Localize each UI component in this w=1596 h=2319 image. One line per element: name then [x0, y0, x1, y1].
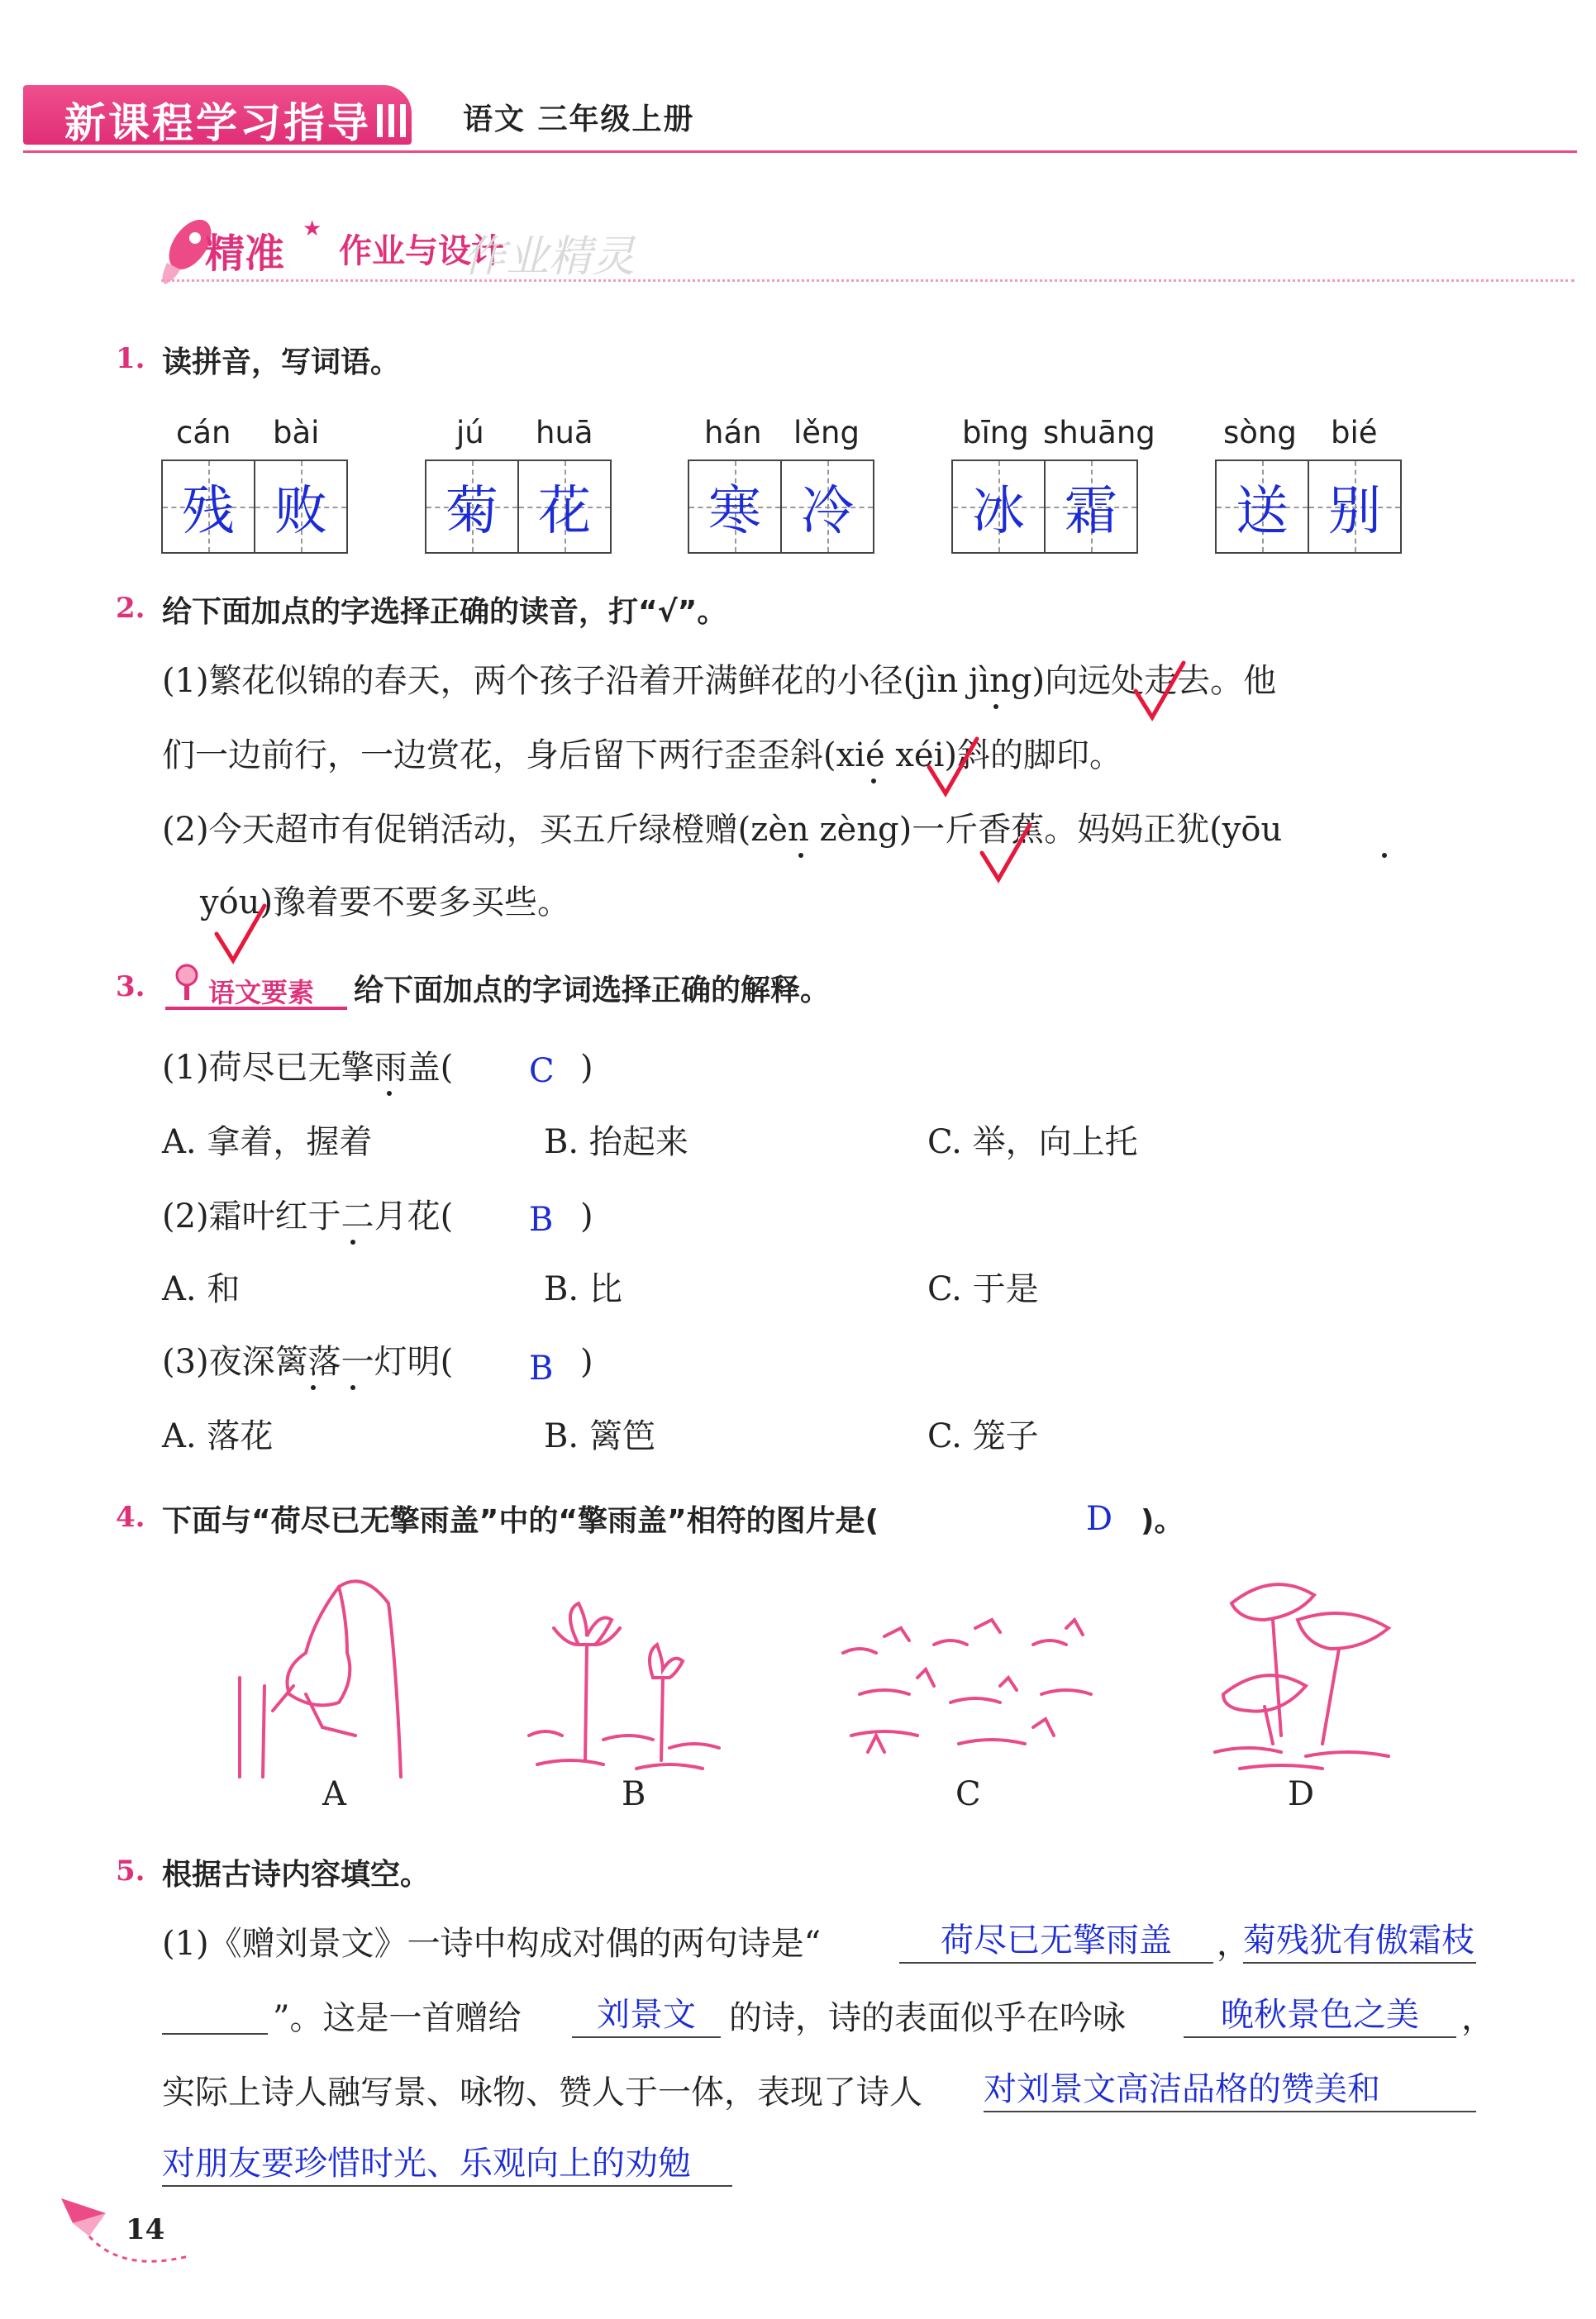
answer-blank: 菊残犹有傲霜枝 — [1243, 1924, 1476, 1964]
question-text: 根据古诗内容填空。 — [162, 1858, 431, 1892]
writing-grid — [425, 460, 612, 554]
writing-grid — [161, 460, 348, 554]
item-close-paren: ) — [580, 1049, 593, 1087]
fill-text: 实际上诗人融写景、咏物、赞人于一体，表现了诗人 — [162, 2074, 922, 2112]
pinyin: bié — [1331, 415, 1378, 450]
watermark: 作业精灵 — [463, 232, 636, 282]
question-text-end: )。 — [1141, 1504, 1184, 1538]
item-stem: (1)荷尽已无擎雨盖( — [162, 1049, 454, 1087]
pinyin: bīng — [962, 415, 1029, 450]
item-stem: (3)夜深篱落一灯明( — [162, 1343, 454, 1381]
writing-grid — [1215, 460, 1402, 554]
question-number: 3. — [116, 970, 145, 1003]
withered-lotus-picture — [223, 1570, 422, 1785]
magnifier-icon — [172, 962, 202, 1003]
pinyin: shuāng — [1043, 415, 1155, 450]
pinyin: sòng — [1223, 415, 1297, 450]
answer-letter: C — [529, 1052, 555, 1090]
option: B. 篱笆 — [544, 1417, 655, 1455]
option: A. 拿着，握着 — [162, 1123, 373, 1161]
answer-char: 送 — [1236, 481, 1289, 542]
answer-char: 寒 — [708, 481, 761, 542]
answer-char: 菊 — [445, 481, 498, 542]
picture-caption: D — [1288, 1775, 1315, 1813]
pinyin: huā — [536, 415, 593, 450]
emphasis-dot — [798, 853, 803, 858]
writing-grid — [688, 460, 874, 554]
tag-underline — [165, 1007, 347, 1010]
section-divider — [161, 279, 1575, 282]
emphasis-dot — [350, 1385, 355, 1390]
emphasis-dot — [871, 779, 876, 783]
emphasis-dot — [993, 704, 998, 709]
emphasis-dot — [350, 1240, 355, 1245]
lotus-leaf-umbrella-picture — [1207, 1570, 1422, 1777]
answer-blank: 对朋友要珍惜时光、乐观向上的劝勉 — [162, 2147, 732, 2187]
pinyin: hán — [704, 415, 762, 450]
banner-bars-decoration — [374, 98, 413, 139]
answer-letter: B — [529, 1201, 554, 1239]
answer-char: 残 — [182, 481, 235, 542]
answer-blank: 荷尽已无擎雨盖 — [899, 1924, 1213, 1964]
option: B. 抬起来 — [544, 1123, 688, 1161]
pinyin: lěng — [793, 415, 860, 450]
emphasis-dot — [1382, 853, 1387, 858]
fill-text: ， — [1217, 1925, 1250, 1963]
check-mark-icon — [924, 734, 982, 800]
answer-char: 霜 — [1065, 481, 1117, 542]
writing-grid — [951, 460, 1138, 554]
section-title-sub: 作业与设计 — [339, 232, 504, 270]
option: A. 落花 — [162, 1417, 274, 1455]
answer-char: 别 — [1328, 481, 1381, 542]
picture-caption: C — [955, 1775, 981, 1813]
pinyin: bài — [273, 415, 320, 450]
star-icon: ★ — [303, 217, 322, 241]
answer-blank: 对刘景文高洁品格的赞美和 — [984, 2073, 1476, 2112]
question-text: 下面与“荷尽已无擎雨盖”中的“擎雨盖”相符的图片是( — [162, 1504, 879, 1538]
pinyin: cán — [176, 415, 231, 450]
item-close-paren: ) — [580, 1343, 593, 1381]
book-title: 新课程学习指导 — [64, 99, 371, 147]
tag-label: 语文要素 — [208, 977, 315, 1008]
check-mark-icon — [212, 901, 269, 967]
question-text: 给下面加点的字选择正确的读音，打“√”。 — [162, 595, 727, 629]
section-title-main: 精准 — [205, 231, 285, 277]
question-number: 5. — [116, 1855, 145, 1888]
fill-text: ”。这是一首赠给 — [273, 1999, 522, 2037]
fill-text: ， — [1461, 1999, 1494, 2037]
question-number: 2. — [116, 592, 145, 625]
passage-line: 们一边前行，一边赏花，身后留下两行歪歪斜(xié xéi)斜的脚印。 — [162, 736, 1122, 774]
fill-text: (1)《赠刘景文》一诗中构成对偶的两句诗是“ — [162, 1925, 822, 1963]
page-number: 14 — [126, 2213, 165, 2246]
blank-line — [162, 2000, 268, 2035]
option: A. 和 — [162, 1270, 241, 1308]
picture-caption: A — [322, 1775, 346, 1813]
answer-char: 冰 — [972, 481, 1025, 542]
answer-blank: 晚秋景色之美 — [1184, 1998, 1456, 2038]
question-text: 读拼音，写词语。 — [162, 345, 401, 379]
emphasis-dot — [387, 1091, 392, 1096]
question-number: 1. — [116, 342, 145, 375]
passage-line: yóu)豫着要不要多买些。 — [200, 883, 571, 921]
passage-line: (2)今天超市有促销活动，买五斤绿橙赠(zèn zèng)一斤香蕉。妈妈正犹(yōu — [162, 811, 1283, 849]
pinyin: jú — [456, 415, 484, 450]
answer-char: 花 — [538, 481, 591, 542]
passage-line: (1)繁花似锦的春天，两个孩子沿着开满鲜花的小径(jìn jìng)向远处走去。他 — [162, 662, 1277, 700]
check-mark-icon — [977, 820, 1035, 886]
floating-leaves-picture — [835, 1612, 1099, 1760]
option: C. 笼子 — [927, 1417, 1039, 1455]
lotus-flowers-picture — [521, 1595, 727, 1777]
answer-char: 冷 — [801, 481, 854, 542]
item-stem: (2)霜叶红于二月花( — [162, 1198, 454, 1236]
subject-grade: 语文 三年级上册 — [463, 102, 695, 136]
item-close-paren: ) — [580, 1198, 593, 1236]
picture-caption: B — [622, 1775, 646, 1813]
header-divider — [23, 150, 1577, 153]
question-number: 4. — [116, 1501, 145, 1534]
answer-blank: 刘景文 — [572, 1998, 721, 2038]
question-text: 给下面加点的字词选择正确的解释。 — [354, 974, 831, 1007]
check-mark-icon — [1131, 658, 1189, 724]
option: C. 举，向上托 — [927, 1123, 1138, 1161]
fill-text: 的诗，诗的表面似乎在吟咏 — [729, 1999, 1126, 2037]
answer-char: 败 — [274, 481, 327, 542]
answer-letter: D — [1086, 1500, 1113, 1538]
option: B. 比 — [544, 1270, 622, 1308]
answer-letter: B — [529, 1350, 554, 1388]
emphasis-dot — [311, 1385, 316, 1390]
option: C. 于是 — [927, 1270, 1039, 1308]
